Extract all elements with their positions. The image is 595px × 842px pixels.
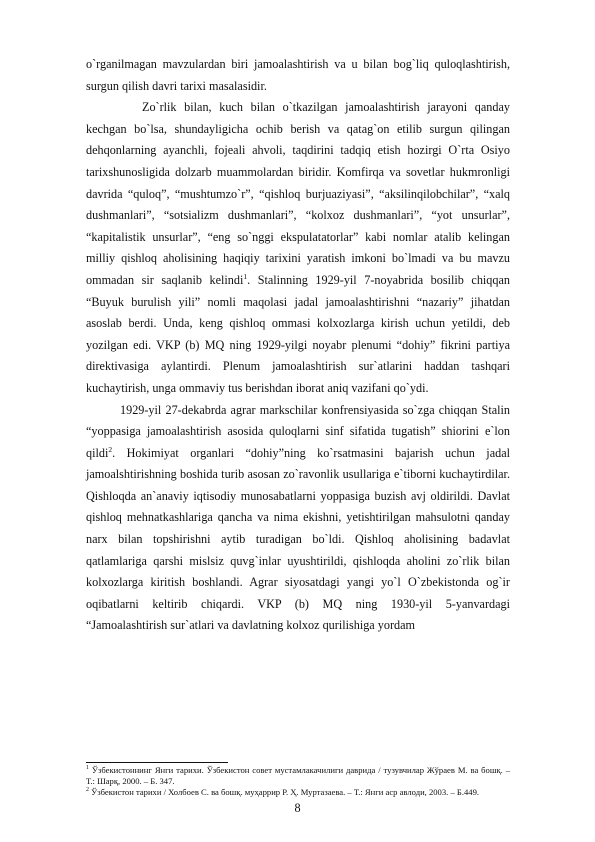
text-run: o`rganilmagan mavzulardan biri jamoalashtirish va u bilan bog`liq quloqlashtirish, surgun qilish davri tarixi masalasidir.	[86, 57, 510, 93]
footnote-reference: 1	[243, 271, 248, 281]
text-run: Zo`rlik bilan, kuch bilan o`tkazilgan jamoalashtirish jarayoni qanday kechgan bo`lsa, shundayligicha ochib berish va qatag`on etilib surgun qilingan dehqonlarning ayanchli, fojeali ahvoli, taqdirini tadqiq etish hozirgi O`rta Osiyo tarixshunosligida dolzarb muammolardan biridir. Komfirqa va sovetlar hukmronligi davrida “quloq”, “mushtumzo`r”, “qishloq burjuaziyasi”, “aksilinqilobchilar”, “xalq dushmanlari”, “sotsializm dushmanlari”, “kolxoz dushmanlari”, “yot unsurlar”, “kapitalistik unsurlar”, “eng so`nggi ekspulatatorlar” kabi nomlar atalib kelingan milliy qishloq aholisining haqiqiy tarixini yaratish imkoni bo`lmadi va bu mavzu ommadan sir saqlanib kelindi	[86, 100, 510, 287]
paragraph	[86, 97, 510, 399]
footnote-number: 2	[86, 787, 89, 794]
footnotes	[86, 765, 510, 798]
footnote-separator	[86, 762, 228, 763]
footnote-text: Ўзбекистоннинг Янги тарихи. Ўзбекистон совет мустамлакачилиги даврида / тузувчилар Жўраев М. ва бошқ. – Т.: Шарқ, 2000. – Б. 347.	[86, 765, 510, 786]
footnote	[86, 765, 510, 787]
footnote-number: 1	[86, 765, 89, 772]
page-number: 8	[294, 801, 301, 815]
footnote	[86, 787, 510, 798]
paragraph	[86, 54, 510, 97]
paragraph	[86, 400, 510, 638]
text-run: . Stalinning 1929-yil 7-noyabrida bosilib chiqqan “Buyuk burulish yili” nomli maqolasi jadal jamoalashtirishni “nazariy” jihatdan asoslab berdi. Unda, keng qishloq ommasi kolxozlarga kirish uchun yetildi, deb yozilgan edi. VKP (b) MQ ning 1929-yilgi noyabr plenumi “dohiy” fikrini partiya direktivasiga aylantirdi. Plenum jamoalashtirish sur`atlarini haddan tashqari kuchaytirish, unga ommaviy tus berishdan iborat aniq vazifani qo`ydi.	[86, 272, 510, 395]
footnote-text: Ўзбекистон тарихи / Холбоев С. ва бошқ. муҳаррир Р. Ҳ. Муртазаева. – Т.: Янги аср авлоди, 2003. – Б.449.	[89, 787, 480, 797]
text-run: 1929-yil 27-dekabrda agrar markschilar konfrensiyasida so`zga chiqqan Stalin “yoppasiga jamoalashtirish asosida quloqlarni sinf sifatida tugatish” shiorini e`lon qildi	[86, 402, 510, 460]
body-text	[86, 54, 510, 637]
text-run: . Hokimiyat organlari “dohiy”ning ko`rsatmasini bajarish uchun jadal jamoalshtirishning boshida turib asosan zo`ravonlik usullariga e`tiborni kuchaytirdilar. Qishloqda an`anaviy iqtisodiy munosabatlarni yoppasiga buzish avj oldirildi. Davlat qishloq mehnatkashlariga qancha va nima ekishni, yetishtirilgan mahsulotni qanday narx bilan topshirishni aytib turadigan bo`ldi. Qishloq aholisining badavlat qatlamlariga qarshi mislsiz quvg`inlar uyushtirildi, qishloqda aholini zo`rlik bilan kolxozlarga kiritish boshlandi. Agrar siyosatdagi yangi yo`l O`zbekistonda og`ir oqibatlarni keltirib chiqardi. VKP (b) MQ ning 1930-yil 5-yanvardagi “Jamoalashtirish sur`atlari va davlatning kolxoz qurilishiga yordam	[86, 445, 510, 633]
footnote-reference: 2	[108, 444, 113, 454]
